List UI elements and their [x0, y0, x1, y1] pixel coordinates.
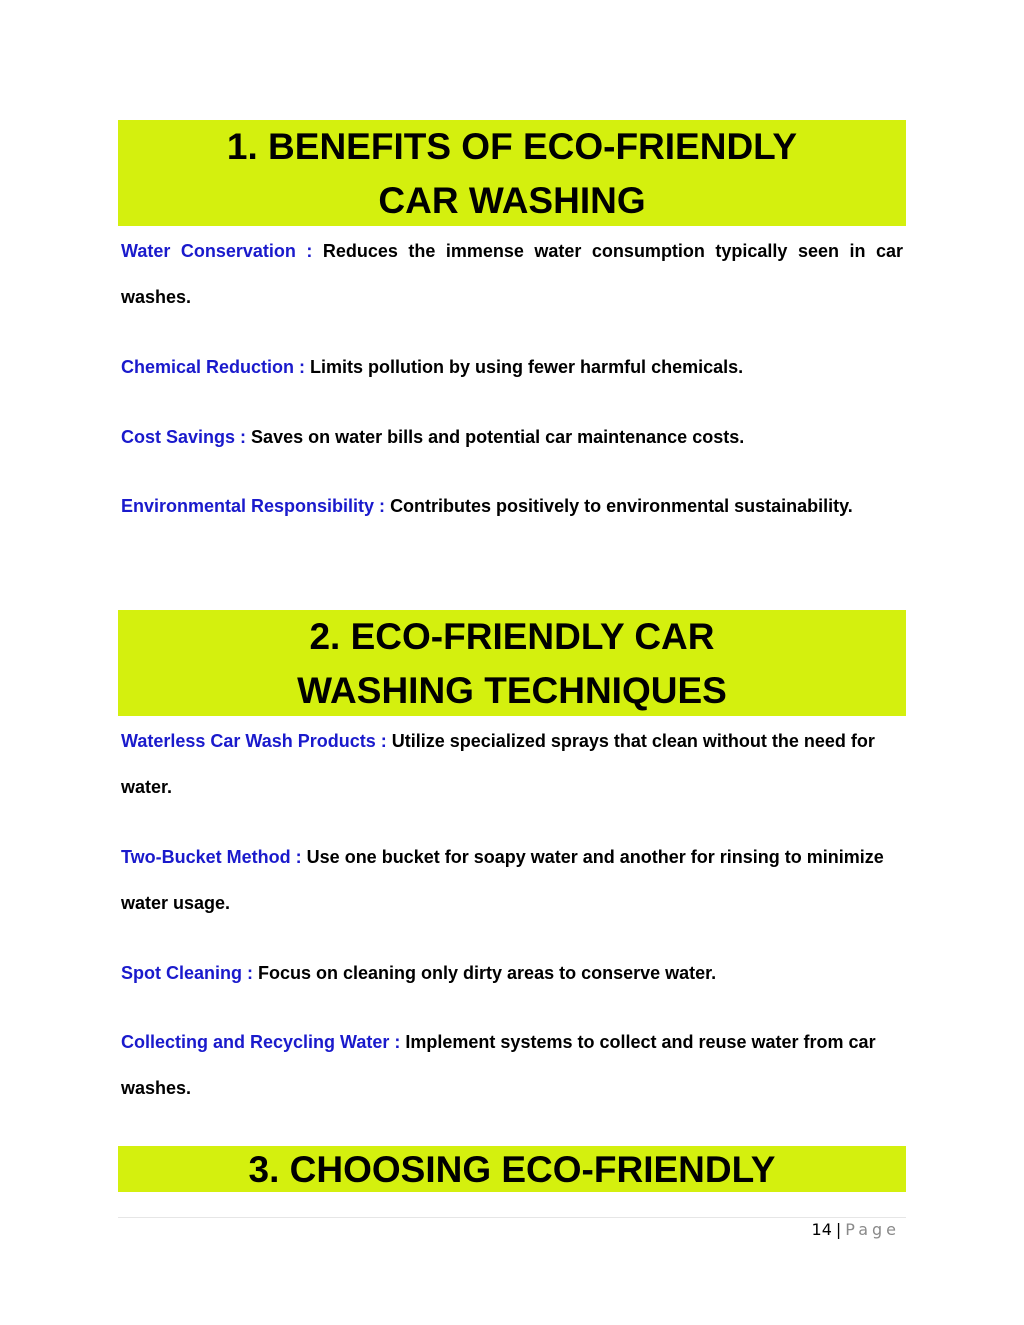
list-item-cost-savings: [121, 414, 903, 460]
list-item-waterless-products: [121, 718, 903, 810]
item-text: Utilize specialized sprays that clean without the need for water.: [121, 731, 875, 797]
list-item-two-bucket: [121, 834, 903, 926]
heading-line: 2. ECO-FRIENDLY CAR: [309, 616, 715, 657]
item-term: Environmental Responsibility :: [121, 496, 386, 516]
section-heading-choosing: [118, 1146, 906, 1192]
item-term: Spot Cleaning :: [121, 963, 253, 983]
section-heading-techniques: [118, 610, 906, 716]
heading-line: CAR WASHING: [378, 180, 646, 221]
footer-separator: |: [835, 1220, 842, 1239]
heading-line: WASHING TECHNIQUES: [297, 670, 727, 711]
item-text: Reduces the immense water consumption typically seen in car washes.: [121, 241, 903, 307]
item-text: Limits pollution by using fewer harmful chemicals.: [310, 357, 744, 377]
heading-line: 3. CHOOSING ECO-FRIENDLY: [248, 1149, 776, 1190]
item-term: Waterless Car Wash Products :: [121, 731, 387, 751]
item-text: Contributes positively to environmental sustainability.: [390, 496, 853, 516]
list-item-environmental-responsibility: [121, 483, 903, 529]
item-text: Saves on water bills and potential car maintenance costs.: [251, 427, 745, 447]
page-footer: [812, 1220, 900, 1239]
item-text: Use one bucket for soapy water and another for rinsing to minimize water usage.: [121, 847, 884, 913]
list-item-spot-cleaning: [121, 950, 903, 996]
page-label: Page: [845, 1220, 900, 1239]
item-text: Focus on cleaning only dirty areas to conserve water.: [258, 963, 717, 983]
item-term: Cost Savings :: [121, 427, 247, 447]
item-term: Chemical Reduction :: [121, 357, 306, 377]
item-term: Water Conservation :: [121, 241, 313, 261]
heading-line: 1. BENEFITS OF ECO-FRIENDLY: [226, 126, 798, 167]
section-heading-benefits: [118, 120, 906, 226]
item-text: Implement systems to collect and reuse water from car washes.: [121, 1032, 876, 1098]
list-item-recycling-water: [121, 1019, 903, 1111]
item-term: Collecting and Recycling Water :: [121, 1032, 401, 1052]
item-term: Two-Bucket Method :: [121, 847, 302, 867]
page-number: 14: [811, 1220, 832, 1239]
list-item-chemical-reduction: [121, 344, 903, 390]
list-item-water-conservation: [121, 228, 903, 320]
footer-divider: [118, 1217, 906, 1218]
